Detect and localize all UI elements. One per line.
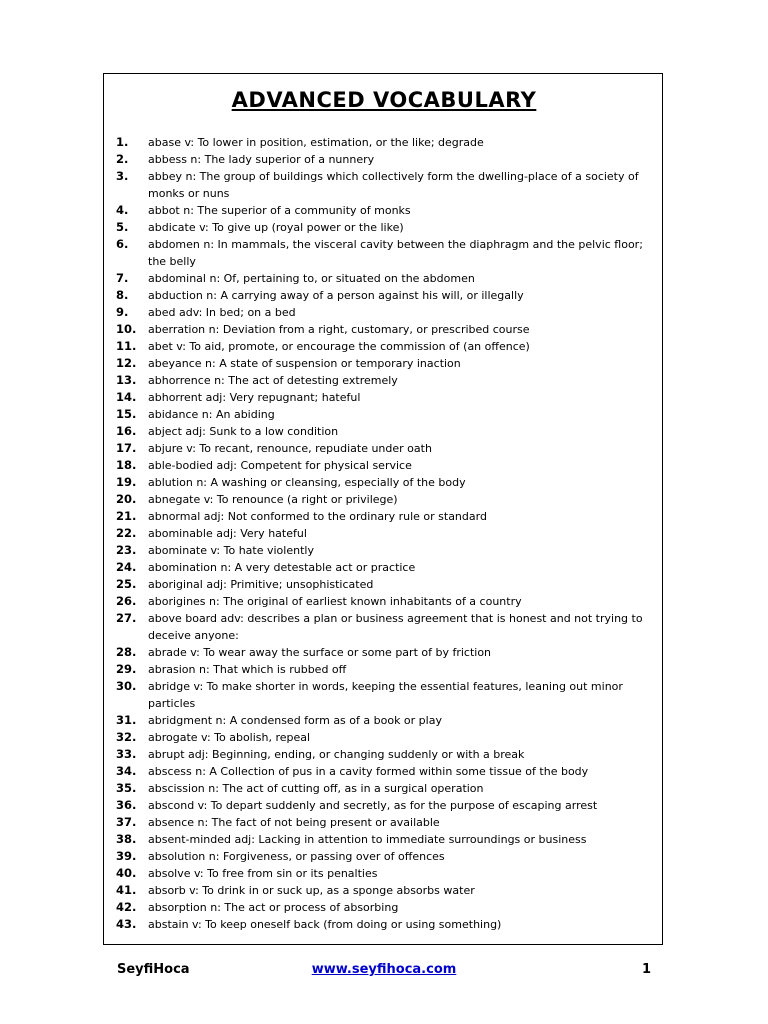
vocabulary-entry [116,610,651,644]
entry-definition: abrupt adj: Beginning, ending, or changing suddenly or with a break [148,748,525,761]
vocabulary-entry [116,865,651,882]
entry-definition: abduction n: A carrying away of a person against his will, or illegally [148,289,524,302]
entry-number: 5. [116,220,129,234]
entry-number: 30. [116,679,137,693]
entry-definition: abhorrence n: The act of detesting extremely [148,374,398,387]
footer-website-link[interactable]: www.seyfihoca.com [311,962,457,977]
vocabulary-entry [116,491,651,508]
entry-number: 21. [116,509,137,523]
entry-definition: aboriginal adj: Primitive; unsophisticated [148,578,374,591]
vocabulary-entry [116,899,651,916]
entry-number: 4. [116,203,129,217]
vocabulary-entry [116,831,651,848]
entry-number: 10. [116,322,137,336]
entry-definition: abscission n: The act of cutting off, as in a surgical operation [148,782,484,795]
vocabulary-entry [116,559,651,576]
footer-author: SeyfiHoca [117,962,190,977]
entry-definition: abase v: To lower in position, estimation, or the like; degrade [148,136,484,149]
entry-number: 41. [116,883,137,897]
vocabulary-entry [116,134,651,151]
entry-number: 9. [116,305,129,319]
entry-number: 31. [116,713,137,727]
entry-number: 34. [116,764,137,778]
vocabulary-entry [116,780,651,797]
vocabulary-entry [116,287,651,304]
page-title: ADVANCED VOCABULARY [231,88,537,112]
entry-definition: abeyance n: A state of suspension or temporary inaction [148,357,461,370]
entry-definition: abridge v: To make shorter in words, keeping the essential features, leaning out minor particles [148,680,623,710]
vocabulary-entry [116,916,651,933]
entry-definition: abominate v: To hate violently [148,544,314,557]
vocabulary-entry [116,712,651,729]
entry-number: 19. [116,475,137,489]
entry-number: 42. [116,900,137,914]
vocabulary-entry [116,355,651,372]
entry-number: 33. [116,747,137,761]
entry-definition: abed adv: In bed; on a bed [148,306,296,319]
vocabulary-entry [116,508,651,525]
entry-number: 36. [116,798,137,812]
entry-number: 11. [116,339,137,353]
entry-number: 2. [116,152,129,166]
entry-definition: abomination n: A very detestable act or practice [148,561,416,574]
entry-definition: abscond v: To depart suddenly and secretly, as for the purpose of escaping arrest [148,799,598,812]
entry-definition: absence n: The fact of not being present or available [148,816,440,829]
entry-definition: abidance n: An abiding [148,408,275,421]
vocabulary-entry [116,542,651,559]
entry-definition: able-bodied adj: Competent for physical service [148,459,412,472]
entry-definition: abscess n: A Collection of pus in a cavity formed within some tissue of the body [148,765,589,778]
entry-number: 38. [116,832,137,846]
entry-definition: abject adj: Sunk to a low condition [148,425,339,438]
entry-definition: abrogate v: To abolish, repeal [148,731,311,744]
entry-definition: abdomen n: In mammals, the visceral cavity between the diaphragm and the pelvic floor; the belly [148,238,643,268]
entry-number: 13. [116,373,137,387]
entry-number: 25. [116,577,137,591]
vocabulary-entry [116,525,651,542]
entry-number: 6. [116,237,129,251]
entry-number: 37. [116,815,137,829]
entry-number: 40. [116,866,137,880]
vocabulary-entry [116,644,651,661]
vocabulary-entry [116,593,651,610]
vocabulary-entry [116,219,651,236]
entry-number: 12. [116,356,137,370]
entry-number: 14. [116,390,137,404]
entry-definition: abbey n: The group of buildings which collectively form the dwelling-place of a society of monks or nuns [148,170,639,200]
entry-definition: abominable adj: Very hateful [148,527,307,540]
vocabulary-entry [116,746,651,763]
entry-number: 7. [116,271,129,285]
entry-number: 22. [116,526,137,540]
vocabulary-entry [116,814,651,831]
entry-number: 16. [116,424,137,438]
entry-number: 18. [116,458,137,472]
entry-definition: absorption n: The act or process of absorbing [148,901,399,914]
entry-number: 3. [116,169,129,183]
entry-definition: above board adv: describes a plan or business agreement that is honest and not trying to deceive anyone: [148,612,643,642]
vocabulary-entry [116,457,651,474]
entry-definition: absolve v: To free from sin or its penalties [148,867,378,880]
vocabulary-entry [116,389,651,406]
vocabulary-entry [116,338,651,355]
entry-definition: abrasion n: That which is rubbed off [148,663,347,676]
entry-definition: absorb v: To drink in or suck up, as a sponge absorbs water [148,884,475,897]
entry-number: 24. [116,560,137,574]
vocabulary-entry [116,304,651,321]
vocabulary-entry [116,168,651,202]
vocabulary-entry [116,848,651,865]
entry-definition: abjure v: To recant, renounce, repudiate under oath [148,442,432,455]
footer-page-number: 1 [642,962,652,977]
entry-definition: aberration n: Deviation from a right, customary, or prescribed course [148,323,530,336]
entry-definition: abnormal adj: Not conformed to the ordinary rule or standard [148,510,487,523]
entry-definition: absolution n: Forgiveness, or passing over of offences [148,850,445,863]
vocabulary-entry [116,321,651,338]
vocabulary-entry [116,270,651,287]
entry-definition: aborigines n: The original of earliest known inhabitants of a country [148,595,522,608]
entry-number: 29. [116,662,137,676]
vocabulary-entry [116,678,651,712]
vocabulary-entry [116,474,651,491]
vocabulary-entry [116,372,651,389]
entry-number: 8. [116,288,129,302]
entry-definition: ablution n: A washing or cleansing, especially of the body [148,476,466,489]
vocabulary-entry [116,729,651,746]
entry-definition: abstain v: To keep oneself back (from doing or using something) [148,918,502,931]
entry-definition: abrade v: To wear away the surface or some part of by friction [148,646,492,659]
entry-definition: abdominal n: Of, pertaining to, or situated on the abdomen [148,272,475,285]
vocabulary-entry [116,576,651,593]
vocabulary-entry [116,763,651,780]
entry-definition: abbot n: The superior of a community of monks [148,204,411,217]
entry-definition: abnegate v: To renounce (a right or privilege) [148,493,398,506]
entry-number: 28. [116,645,137,659]
vocabulary-list [116,134,651,933]
entry-number: 17. [116,441,137,455]
vocabulary-entry [116,236,651,270]
vocabulary-entry [116,423,651,440]
entry-definition: abet v: To aid, promote, or encourage the commission of (an offence) [148,340,530,353]
vocabulary-entry [116,797,651,814]
vocabulary-entry [116,440,651,457]
entry-definition: absent-minded adj: Lacking in attention to immediate surroundings or business [148,833,587,846]
entry-number: 39. [116,849,137,863]
entry-definition: abdicate v: To give up (royal power or the like) [148,221,404,234]
entry-number: 15. [116,407,137,421]
entry-number: 20. [116,492,137,506]
entry-number: 32. [116,730,137,744]
vocabulary-entry [116,202,651,219]
entry-definition: abhorrent adj: Very repugnant; hateful [148,391,361,404]
vocabulary-entry [116,151,651,168]
entry-number: 1. [116,135,129,149]
entry-definition: abbess n: The lady superior of a nunnery [148,153,375,166]
entry-number: 23. [116,543,137,557]
vocabulary-entry [116,882,651,899]
entry-number: 43. [116,917,137,931]
entry-number: 35. [116,781,137,795]
vocabulary-entry [116,406,651,423]
entry-definition: abridgment n: A condensed form as of a book or play [148,714,442,727]
vocabulary-entry [116,661,651,678]
entry-number: 27. [116,611,137,625]
entry-number: 26. [116,594,137,608]
